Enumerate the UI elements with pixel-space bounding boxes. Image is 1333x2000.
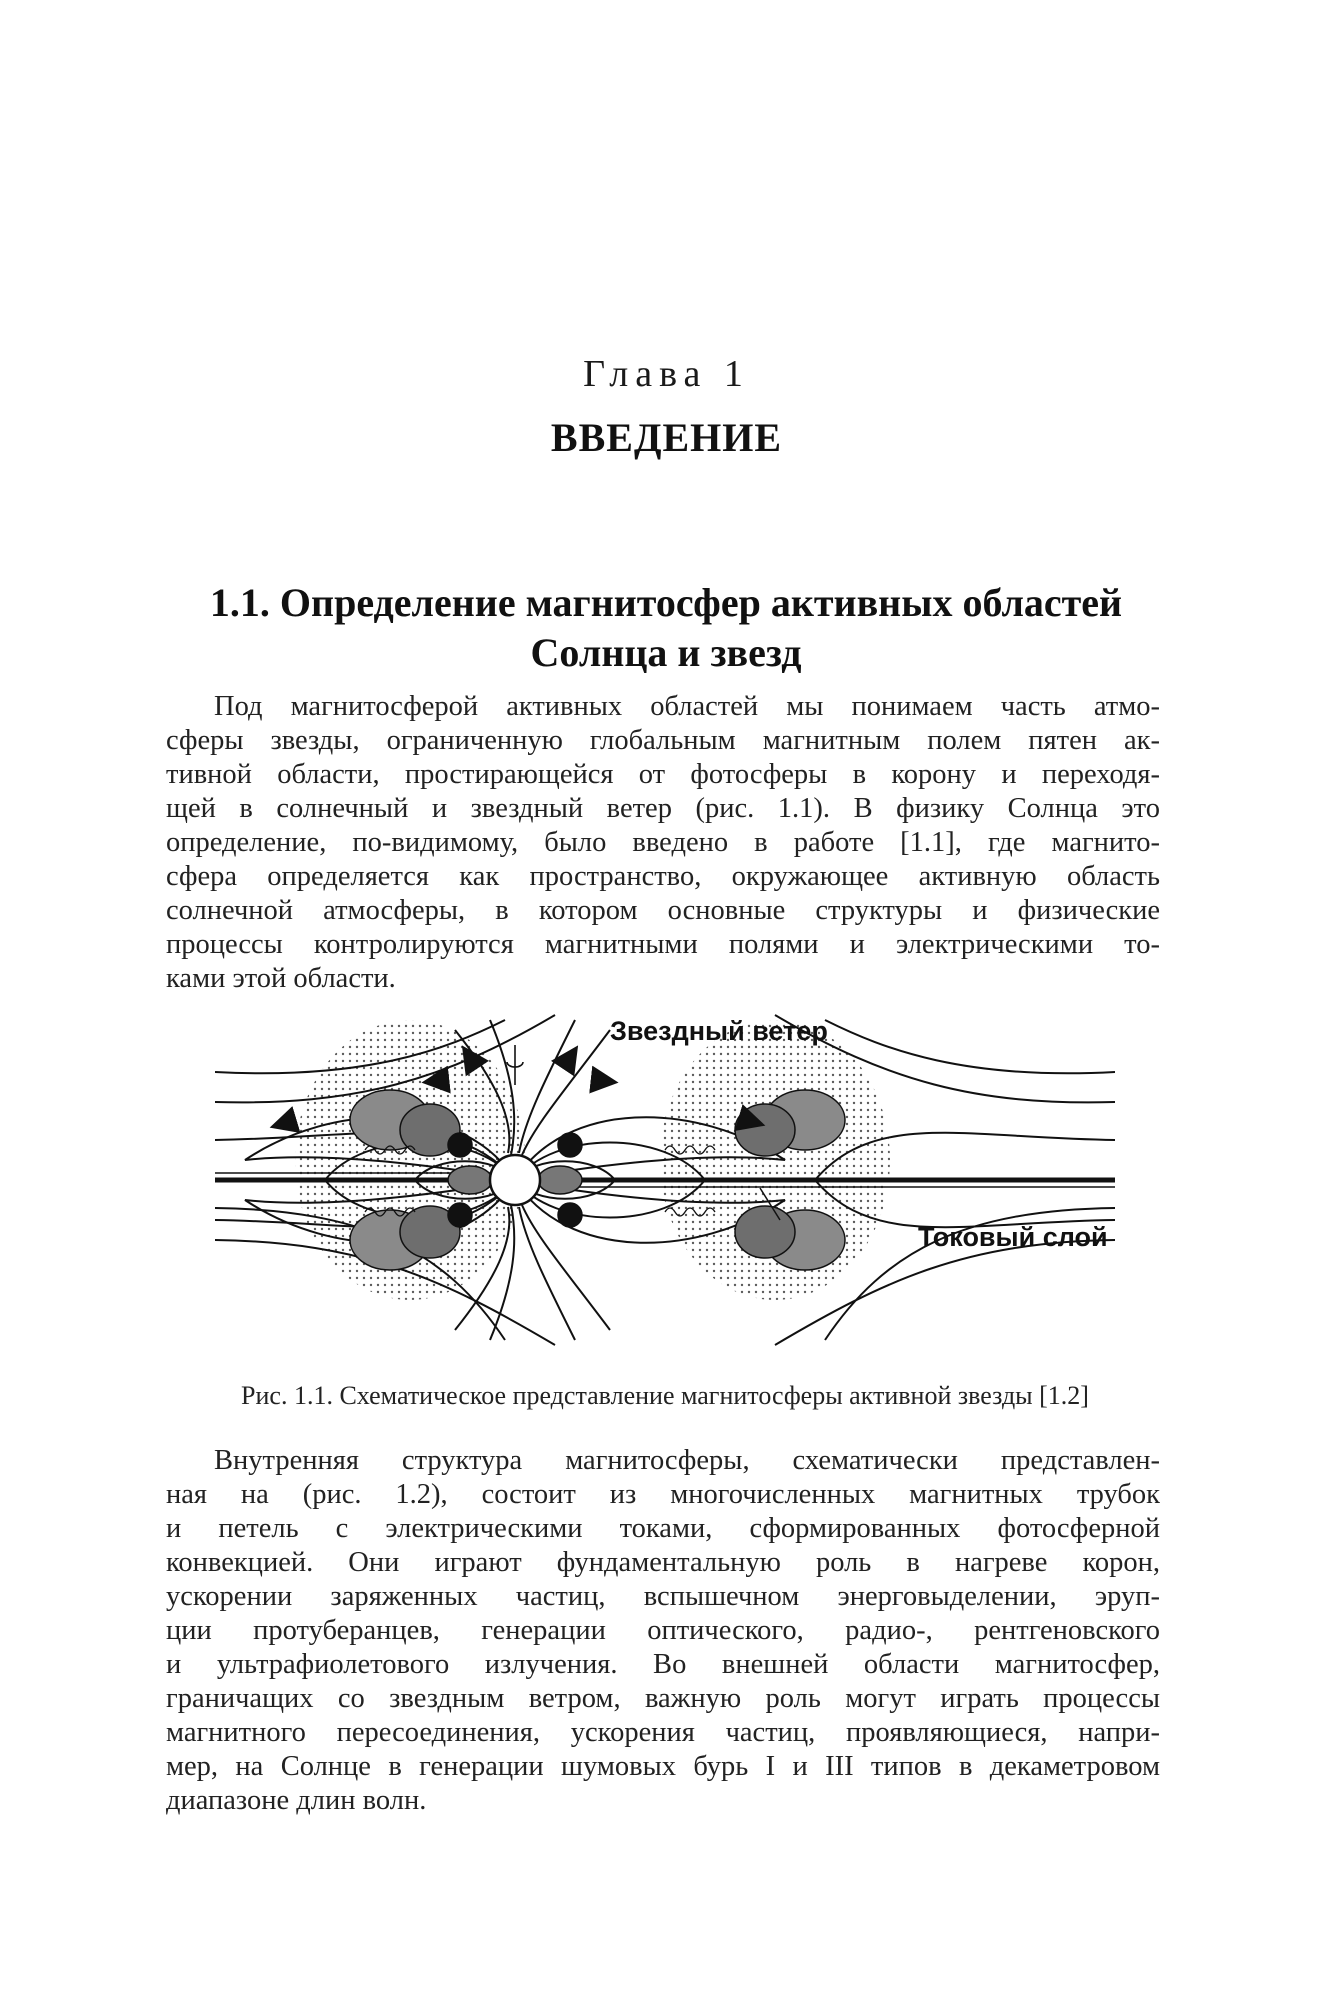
paragraph-line: ускорении заряженных частиц, вспышечном энерговыделении, эруп- xyxy=(166,1581,1160,1612)
paragraph-line: сферы звезды, ограниченную глобальным магнитным полем пятен ак- xyxy=(166,725,1160,756)
paragraph-line: процессы контролируются магнитными полями и электрическими то- xyxy=(166,929,1160,960)
paragraph-line: ная на (рис. 1.2), состоит из многочисленных магнитных трубок xyxy=(166,1479,1160,1510)
figure-caption: Рис. 1.1. Схематическое представление магнитосферы активной звезды [1.2] xyxy=(241,1381,1089,1410)
paragraph-line: щей в солнечный и звездный ветер (рис. 1.1). В физику Солнца это xyxy=(166,793,1160,824)
stellar-wind-label: Звездный ветер xyxy=(610,1016,828,1046)
paragraph-1 xyxy=(166,690,1160,996)
chapter-label: Глава 1 xyxy=(583,353,750,395)
paragraph-line: сфера определяется как пространство, окружающее активную область xyxy=(166,861,1160,892)
paragraph-line: мер, на Солнце в генерации шумовых бурь I и III типов в декаметровом xyxy=(166,1751,1160,1782)
paragraph-line: ции протуберанцев, генерации оптического, радио-, рентгеновского xyxy=(166,1615,1160,1646)
chapter-title: ВВЕДЕНИЕ xyxy=(550,415,783,460)
paragraph-line: конвекцией. Они играют фундаментальную роль в нагреве корон, xyxy=(166,1547,1160,1578)
star xyxy=(490,1155,540,1205)
paragraph-line: и ультрафиолетового излучения. Во внешней области магнитосфер, xyxy=(166,1649,1160,1680)
paragraph-line: и петель с электрическими токами, сформированных фотосферной xyxy=(166,1513,1160,1544)
paragraph-line: определение, по-видимому, было введено в работе [1.1], где магнито- xyxy=(166,827,1160,858)
magnetosphere-figure xyxy=(215,1010,1115,1350)
paragraph-line: солнечной атмосферы, в котором основные структуры и физические xyxy=(166,895,1160,926)
current-sheet-label: Токовый слой xyxy=(918,1222,1108,1252)
paragraph-line: ками этой области. xyxy=(166,963,396,994)
paragraph-line: граничащих со звездным ветром, важную роль могут играть процессы xyxy=(166,1683,1160,1714)
paragraph-line: диапазоне длин волн. xyxy=(166,1785,427,1816)
paragraph-line: тивной области, простирающейся от фотосферы в корону и переходя- xyxy=(166,759,1160,790)
paragraph-line: магнитного пересоединения, ускорения частиц, проявляющиеся, напри- xyxy=(166,1717,1160,1748)
paragraph-line: Внутренняя структура магнитосферы, схематически представлен- xyxy=(214,1445,1160,1476)
section-title-line2: Солнца и звезд xyxy=(530,630,802,675)
section-title xyxy=(160,578,1172,678)
section-title-line1: 1.1. Определение магнитосфер активных областей xyxy=(209,580,1123,625)
paragraph-line: Под магнитосферой активных областей мы понимаем часть атмо- xyxy=(214,691,1160,722)
paragraph-2 xyxy=(166,1444,1160,1818)
